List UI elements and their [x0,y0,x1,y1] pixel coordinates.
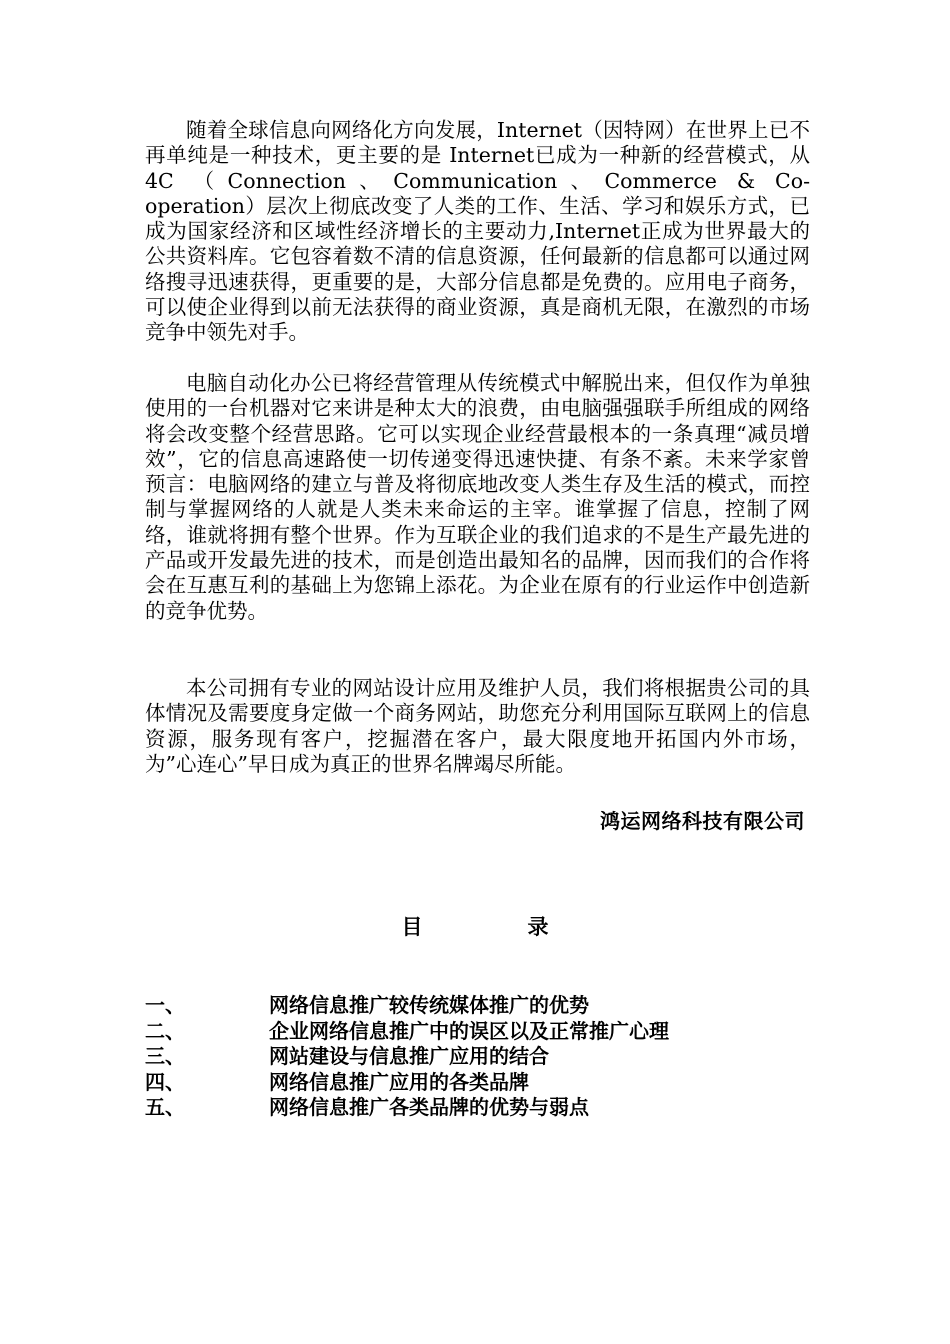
toc-item-number: 四、 [145,1069,185,1094]
intro-paragraph-internet: 随着全球信息向网络化方向发展，Internet（因特网）在世界上已不再单纯是一种技术，更主要的是 Internet已成为一种新的经营模式，从4C （Connection、Communication、Commerce & Co-operation）层次上彻底改变了人类的工作、生活、学习和娱乐方式，已成为国家经济和区域性经济增长的主要动力,Internet正成为世界最大的公共资料库。它包容着数不清的信息资源，任何最新的信息都可以通过网络搜寻迅速获得，更重要的是，大部分信息都是免费的。应用电子商务，可以使企业得到以前无法获得的商业资源，真是商机无限，在激烈的市场竞争中领先对手。 [145,118,810,345]
toc-item-text: 网络信息推广各类品牌的优势与弱点 [269,1095,589,1119]
toc-item [145,993,669,1019]
toc-heading-right: 录 [527,915,549,939]
intro-paragraph-office-automation: 电脑自动化办公已将经营管理从传统模式中解脱出来，但仅作为单独使用的一台机器对它来讲是种太大的浪费，由电脑强强联手所组成的网络将会改变整个经营思路。它可以实现企业经营最根本的一条真理“减员增效”，它的信息高速路使一切传递变得迅速快捷、有条不紊。未来学家曾预言：电脑网络的建立与普及将彻底地改变人类生存及生活的模式，而控制与掌握网络的人就是人类未来命运的主宰。谁掌握了信息，控制了网络，谁就将拥有整个世界。作为互联企业的我们追求的不是生产最先进的产品或开发最先进的技术，而是创造出最知名的品牌，因而我们的合作将会在互惠互利的基础上为您锦上添花。为企业在原有的行业运作中创造新的竞争优势。 [145,371,810,623]
toc-item-number: 二、 [145,1018,185,1043]
toc-heading [0,911,950,941]
toc-item-text: 企业网络信息推广中的误区以及正常推广心理 [269,1018,669,1043]
toc-item-number: 三、 [145,1044,185,1068]
intro-paragraph-company-services: 本公司拥有专业的网站设计应用及维护人员，我们将根据贵公司的具体情况及需要度身定做一个商务网站，助您充分利用国际互联网上的信息资源，服务现有客户，挖掘潜在客户，最大限度地开拓国内外市场，为”心连心”早日成为真正的世界名牌竭尽所能。 [145,676,810,776]
toc-item-number: 五、 [145,1095,185,1119]
toc-item [145,1019,669,1045]
toc-heading-left: 目 [401,915,423,939]
toc-item [145,1070,669,1096]
toc-item-number: 一、 [145,993,185,1017]
toc-item-text: 网络信息推广较传统媒体推广的优势 [269,993,589,1017]
table-of-contents [145,993,669,1121]
toc-item-text: 网站建设与信息推广应用的结合 [269,1044,549,1068]
company-signature: 鸿运网络科技有限公司 [600,809,805,833]
toc-item [145,1095,669,1121]
toc-item [145,1044,669,1070]
toc-item-text: 网络信息推广应用的各类品牌 [269,1069,529,1094]
